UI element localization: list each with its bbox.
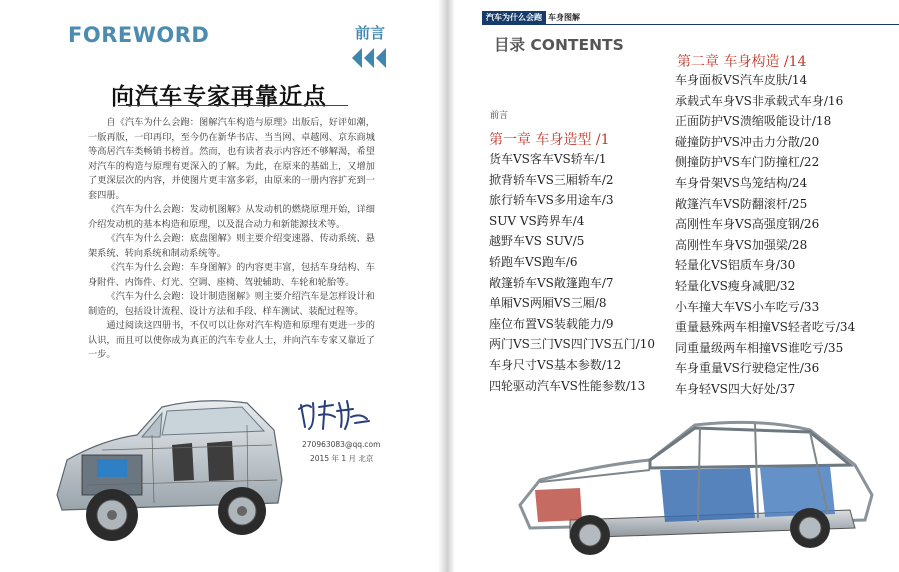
toc-entry[interactable]: 轻量化VS瘦身减肥/32 (675, 278, 796, 293)
right-page-contents (455, 0, 899, 572)
toc-entry[interactable]: 重量悬殊两车相撞VS轻者吃亏/34 (675, 320, 856, 335)
toc-entry[interactable]: 座位布置VS装载能力/9 (489, 316, 614, 331)
toc-entry[interactable]: 两门VS三门VS四门VS五门/10 (489, 337, 655, 352)
foreword-main-title: 向汽车专家再靠近点 (111, 84, 327, 110)
toc-entry[interactable]: 旅行轿车VS多用途车/3 (489, 193, 614, 208)
toc-entry[interactable]: 车身轻VS四大好处/37 (675, 381, 796, 396)
toc-entry[interactable]: 轿跑车VS跑车/6 (489, 254, 578, 269)
toc-entry[interactable]: 承载式车身VS非承载式车身/16 (675, 93, 844, 108)
toc-entry[interactable]: 小车撞大车VS小车吃亏/33 (675, 299, 820, 314)
body-in-white-illustration (510, 410, 880, 560)
toc-chapter-1[interactable]: 第一章 车身造型 /1 (489, 132, 610, 148)
foreword-paragraph: 《汽车为什么会跑：设计制造图解》则主要介绍汽车是怎样设计和制造的，包括设计流程、设计方法和手段、样车测试、装配过程等。 (88, 291, 375, 317)
toc-entry[interactable]: 四轮驱动汽车VS性能参数/13 (489, 378, 646, 393)
toc-entry[interactable]: 敞篷汽车VS防翻滚杆/25 (675, 196, 808, 211)
header-series-label: 汽车为什么会跑 (482, 11, 546, 24)
title-underline (118, 105, 348, 106)
author-signature (295, 395, 375, 435)
toc-entry[interactable]: 车身面板VS汽车皮肤/14 (675, 73, 808, 87)
toc-entry[interactable]: SUV VS跨界车/4 (489, 213, 585, 228)
toc-entry[interactable]: 轻量化VS铝质车身/30 (675, 258, 796, 273)
foreword-date: 2015 年 1 月 北京 (310, 454, 374, 463)
toc-entry[interactable]: 车身骨架VS鸟笼结构/24 (675, 175, 808, 190)
book-gutter (438, 0, 455, 572)
toc-entry[interactable]: 敞篷轿车VS敞篷跑车/7 (489, 275, 614, 290)
toc-entry[interactable]: 侧撞防护VS车门防撞杠/22 (675, 155, 820, 170)
foreword-paragraph: 《汽车为什么会跑：车身图解》的内容更丰富，包括车身结构、车身附件、内饰件、灯光、空调、座椅、驾驶辅助、车轮和轮胎等。 (88, 262, 375, 288)
toc-entry[interactable]: 高刚性车身VS加强梁/28 (675, 237, 808, 252)
header-rule (482, 24, 899, 25)
toc-entry[interactable]: 高刚性车身VS高强度钢/26 (675, 217, 820, 232)
foreword-chinese-label: 前言 (355, 24, 386, 42)
foreword-paragraph: 自《汽车为什么会跑：图解汽车构造与原理》出版后，好评如潮，一版再版，一印再印，至今仍在新华书店、当当网、卓越网、京东商城等高居汽车类畅销书榜首。然而，也有读者表示内容还不够解渴，希望对汽车的构造与原理有更深入的了解。为此，在原来的基础上，又增加了更深层次的内容，并使图片更丰富多彩，由原来的一册内容扩充到一套四册。 (88, 117, 375, 201)
toc-list-chapter-1 (489, 149, 655, 396)
toc-entry[interactable]: 货车VS客车VS轿车/1 (489, 152, 607, 166)
toc-entry[interactable]: 掀背轿车VS三厢轿车/2 (489, 172, 614, 187)
toc-entry[interactable]: 正面防护VS溃缩吸能设计/18 (675, 114, 832, 129)
header-book-label: 车身图解 (548, 12, 580, 22)
foreword-paragraph: 通过阅读这四册书，不仅可以让你对汽车构造和原理有更进一步的认识，而且可以使你成为真正的汽车专业人士，并向汽车专家又靠近了一步。 (88, 320, 375, 360)
running-header (482, 11, 899, 24)
suv-cutaway-illustration (42, 385, 292, 555)
toc-entry[interactable]: 碰撞防护VS冲击力分散/20 (675, 134, 820, 149)
toc-entry[interactable]: 越野车VS SUV/5 (489, 234, 585, 249)
foreword-paragraph: 《汽车为什么会跑：发动机图解》从发动机的燃烧原理开始，详细介绍发动机的基本构造和原理，以及混合动力和新能源技术等。 (88, 204, 375, 230)
toc-entry[interactable]: 同重量级两车相撞VS谁吃亏/35 (675, 340, 844, 355)
foreword-paragraph: 《汽车为什么会跑：底盘图解》则主要介绍变速器、传动系统、悬架系统、转向系统和制动系统等。 (88, 233, 375, 259)
toc-list-chapter-2 (675, 70, 855, 400)
foreword-body (88, 116, 375, 363)
toc-entry[interactable]: 车身重量VS行驶稳定性/36 (675, 361, 820, 376)
toc-chapter-2[interactable]: 第二章 车身构造 /14 (677, 54, 807, 70)
toc-entry[interactable]: 单厢VS两厢VS三厢/8 (489, 296, 607, 311)
left-page-foreword (0, 0, 438, 572)
author-email: 270963083@qq.com (302, 440, 381, 449)
toc-title: 目录 CONTENTS (494, 36, 624, 54)
foreword-title: FOREWORD (68, 23, 210, 47)
toc-entry-preface[interactable]: 前言 (490, 111, 509, 121)
triple-arrow-left-icon (350, 46, 390, 70)
toc-entry[interactable]: 车身尺寸VS基本参数/12 (489, 357, 622, 372)
